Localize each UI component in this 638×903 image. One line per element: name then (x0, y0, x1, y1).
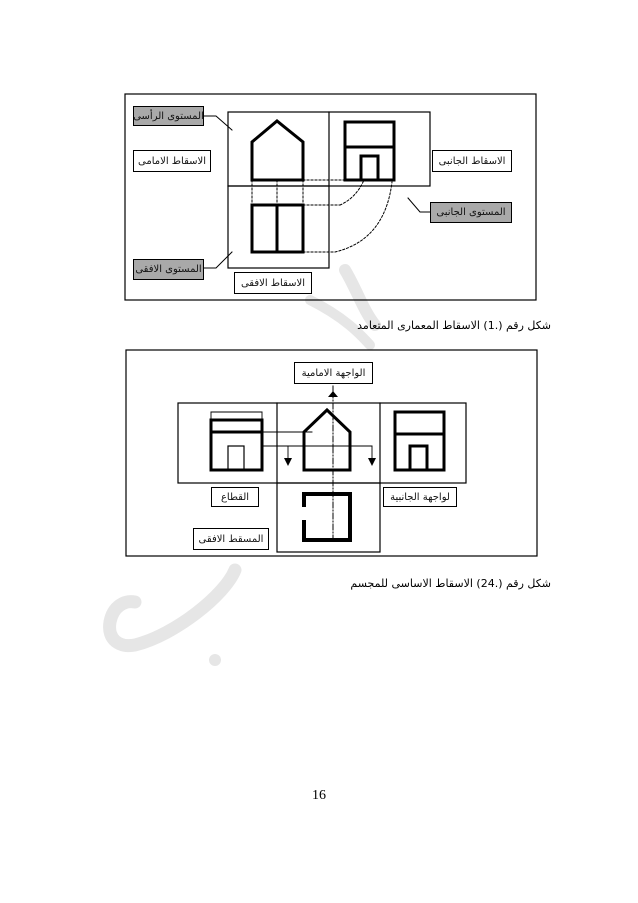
top-projection-label: الاسقاط الافقى (234, 272, 312, 294)
side-plane-label: المستوى الجانبى (430, 202, 512, 223)
side-elevation-label: لواجهة الجانبية (383, 487, 457, 507)
projection-arc-outer (335, 182, 392, 252)
cut-arrow-top (328, 391, 338, 397)
figure2-caption: شكل رقم (.24) الاسقاط الاساسى للمجسم (350, 577, 551, 590)
side-view-door (361, 156, 378, 180)
front-elevation-label: الواجهة الامامية (294, 362, 373, 384)
section-view-box (211, 420, 262, 470)
cut-arrow-right (368, 458, 376, 466)
front-view-house (252, 121, 303, 180)
horizontal-plane-label: المستوى الافقى (133, 259, 204, 280)
plan-label: المسقط الافقى (193, 528, 269, 550)
section-view-door (228, 446, 244, 470)
plan-view-walls (304, 494, 350, 540)
side-elevation-box (395, 412, 444, 470)
side-elevation-door (410, 446, 427, 470)
figure1-caption: شكل رقم (.1) الاسقاط المعمارى المتعامد (357, 319, 551, 332)
figure-orthographic-projection (0, 0, 638, 330)
front-projection-label: الاسقاط الامامى (133, 150, 211, 172)
page-number: 16 (312, 788, 326, 803)
projection-arc-inner (340, 180, 364, 205)
cut-arrow-left (284, 458, 292, 466)
front-elevation-house (304, 410, 350, 470)
side-view-box (345, 122, 394, 180)
vertical-plane-label: المستوى الرأسى (133, 106, 204, 126)
side-projection-label: الاسقاط الجانبى (432, 150, 512, 172)
section-label: القطاع (211, 487, 259, 507)
